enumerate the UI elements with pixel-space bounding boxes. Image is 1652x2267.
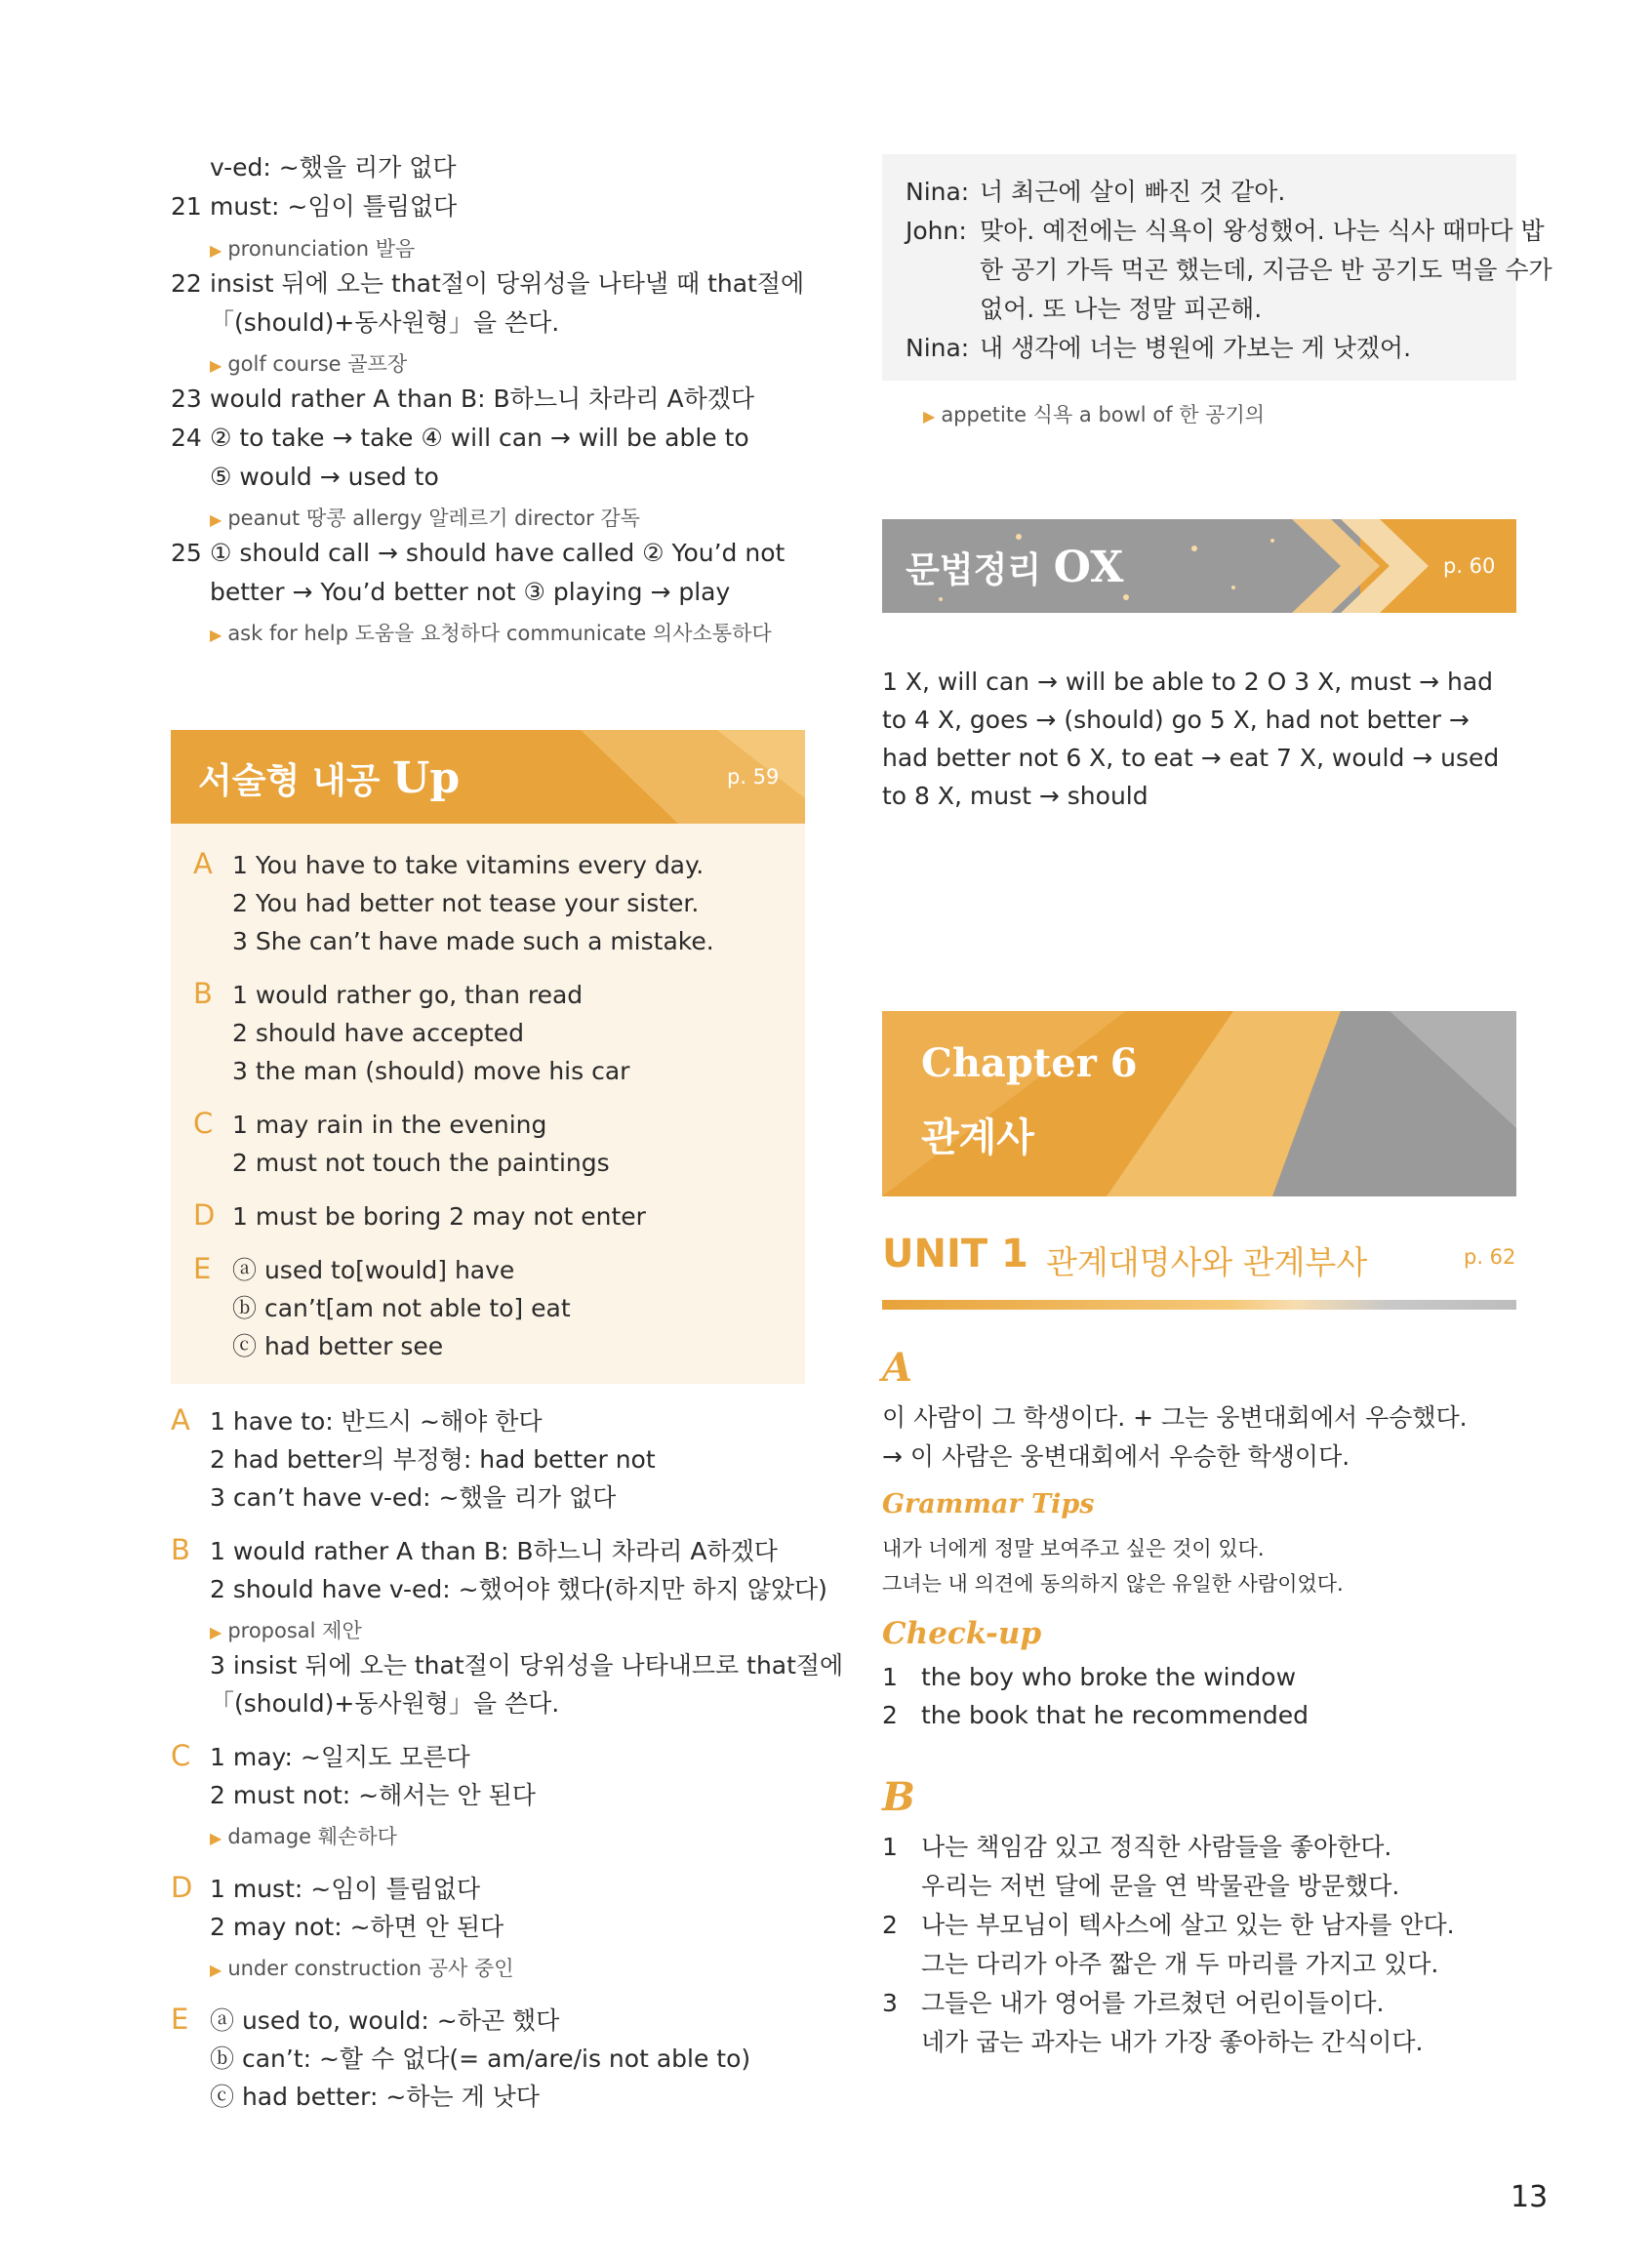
answer-line: 24 ② to take → take ④ will can → will be able to [171, 424, 749, 452]
answer-line: v-ed: ~했을 리가 없다 [210, 153, 457, 182]
explanation-line: 「(should)+동사원형」을 쓴다. [210, 1689, 560, 1718]
section-letter: A [882, 1345, 913, 1391]
explanation-line: 2 had better의 부정형: had better not [210, 1445, 656, 1474]
triangle-icon: ▶ [210, 510, 222, 529]
grammar-tips-heading: Grammar Tips [882, 1489, 1095, 1519]
section-letter: C [193, 1107, 214, 1140]
example-line: 1 나는 책임감 있고 정직한 사람들을 좋아한다. [882, 1833, 1392, 1861]
dialogue-line: Nina: 내 생각에 너는 병원에 가보는 게 낫겠어. [906, 334, 1412, 362]
page-number: 13 [1511, 2180, 1549, 2214]
answer-line: ⓐ used to[would] have [232, 1256, 515, 1284]
unit-label: UNIT 1 [882, 1232, 1028, 1276]
unit-title: 관계대명사와 관계부사 [1046, 1243, 1368, 1281]
tip-line: 그녀는 내 의견에 동의하지 않은 유일한 사람이었다. [882, 1572, 1344, 1596]
explanation-line: ⓑ can’t: ~할 수 없다(= am/are/is not able to) [210, 2044, 751, 2073]
dialogue-line: Nina: 너 최근에 살이 빠진 것 같아. [906, 178, 1286, 206]
explanation-line: 2 must not: ~해서는 안 된다 [210, 1781, 536, 1809]
ox-answer-line: had better not 6 X, to eat → eat 7 X, would → used [882, 744, 1500, 772]
section-letter: D [193, 1198, 216, 1232]
ox-box-header [882, 519, 1516, 613]
explanation-line: 3 can’t have v-ed: ~했을 리가 없다 [210, 1483, 617, 1512]
explanation-line: 1 must: ~임이 틀림없다 [210, 1875, 481, 1903]
explanation-line: 2 may not: ~하면 안 된다 [210, 1913, 504, 1941]
vocab-note: ▶ proposal 제안 [210, 1619, 362, 1642]
answer-line: 22 insist 뒤에 오는 that절이 당위성을 나타낼 때 that절에 [171, 269, 805, 298]
vocab-note: ▶ appetite 식욕 a bowl of 한 공기의 [923, 403, 1266, 426]
section-letter: D [171, 1871, 193, 1904]
up-box-title: 서술형 내공 Up [198, 753, 461, 803]
page-ref: p. 59 [727, 765, 780, 789]
explanation-line: ⓐ used to, would: ~하곤 했다 [210, 2006, 560, 2035]
example-line: 이 사람이 그 학생이다. + 그는 웅변대회에서 우승했다. [882, 1403, 1468, 1432]
up-box-header [171, 730, 805, 824]
chapter-subtitle: 관계사 [921, 1115, 1034, 1160]
page-ref: p. 60 [1443, 554, 1496, 578]
answer-line: 25 ① should call → should have called ② You’d not [171, 539, 786, 567]
example-line: 3 그들은 내가 영어를 가르쳤던 어린이들이다. [882, 1989, 1385, 2017]
checkup-item: 1 the boy who broke the window [882, 1663, 1297, 1691]
chapter-banner [882, 1011, 1516, 1196]
checkup-heading: Check-up [882, 1616, 1042, 1651]
example-line: 네가 굽는 과자는 내가 가장 좋아하는 간식이다. [921, 2028, 1424, 2056]
answer-line: 2 should have accepted [232, 1019, 525, 1047]
triangle-icon: ▶ [210, 1829, 222, 1847]
section-letter: B [193, 977, 213, 1010]
answer-line: 23 would rather A than B: B하느니 차라리 A하겠다 [171, 385, 755, 413]
section-letter: E [171, 2003, 189, 2036]
dialogue-line: 없어. 또 나는 정말 피곤해. [980, 295, 1263, 323]
answer-line: 「(should)+동사원형」을 쓴다. [210, 308, 560, 337]
triangle-icon: ▶ [210, 626, 222, 644]
explanation-line: 3 insist 뒤에 오는 that절이 당위성을 나타내므로 that절에 [210, 1651, 844, 1680]
section-letter: B [171, 1533, 190, 1566]
answer-line: ⓑ can’t[am not able to] eat [232, 1294, 571, 1322]
triangle-icon: ▶ [210, 1623, 222, 1641]
section-letter: A [171, 1403, 190, 1437]
dialogue-line: John: 맞아. 예전에는 식욕이 왕성했어. 나는 식사 때마다 밥 [906, 217, 1545, 245]
vocab-note: ▶ under construction 공사 중인 [210, 1957, 514, 1980]
ox-answer-line: to 8 X, must → should [882, 782, 1148, 810]
section-letter: B [882, 1774, 915, 1820]
explanation-line: 2 should have v-ed: ~했어야 했다(하지만 하지 않았다) [210, 1575, 827, 1603]
answer-line: 1 must be boring 2 may not enter [232, 1202, 646, 1231]
chapter-title: Chapter 6 [921, 1040, 1138, 1086]
page-ref: p. 62 [1464, 1245, 1516, 1269]
example-line: → 이 사람은 웅변대회에서 우승한 학생이다. [882, 1442, 1350, 1471]
triangle-icon: ▶ [210, 356, 222, 375]
checkup-item: 2 the book that he recommended [882, 1701, 1309, 1729]
answer-line: 2 You had better not tease your sister. [232, 889, 700, 917]
ox-answer-line: to 4 X, goes → (should) go 5 X, had not better → [882, 706, 1470, 734]
section-letter: E [193, 1252, 212, 1285]
answer-line: 1 You have to take vitamins every day. [232, 851, 705, 879]
answer-line: 3 the man (should) move his car [232, 1057, 630, 1085]
answer-line: 1 would rather go, than read [232, 981, 584, 1009]
unit-underline [882, 1300, 1516, 1310]
triangle-icon: ▶ [923, 407, 936, 425]
explanation-line: 1 have to: 반드시 ~해야 한다 [210, 1407, 543, 1436]
explanation-line: 1 would rather A than B: B하느니 차라리 A하겠다 [210, 1537, 778, 1565]
vocab-note: ▶ peanut 땅콩 allergy 알레르기 director 감독 [210, 506, 640, 530]
explanation-line: 1 may: ~일지도 모른다 [210, 1743, 470, 1771]
answer-line: ⓒ had better see [232, 1332, 444, 1360]
vocab-note: ▶ pronunciation 발음 [210, 237, 416, 261]
section-letter: A [193, 847, 213, 880]
answer-line: ⑤ would → used to [210, 463, 439, 491]
ox-box-title: 문법정리 OX [906, 543, 1124, 592]
example-line: 우리는 저번 달에 문을 연 박물관을 방문했다. [921, 1872, 1400, 1900]
ox-answer-line: 1 X, will can → will be able to 2 O 3 X, must → had [882, 668, 1494, 696]
explanation-line: ⓒ had better: ~하는 게 낫다 [210, 2083, 540, 2111]
answer-line: 1 may rain in the evening [232, 1111, 547, 1139]
section-letter: C [171, 1739, 191, 1772]
vocab-note: ▶ ask for help 도움을 요청하다 communicate 의사소통하다 [210, 622, 772, 645]
triangle-icon: ▶ [210, 1961, 222, 1979]
answer-line: 21 must: ~임이 틀림없다 [171, 192, 458, 221]
vocab-note: ▶ golf course 골프장 [210, 352, 408, 376]
triangle-icon: ▶ [210, 241, 222, 260]
example-line: 그는 다리가 아주 짧은 개 두 마리를 가지고 있다. [921, 1950, 1439, 1978]
answer-line: 2 must not touch the paintings [232, 1149, 610, 1177]
example-line: 2 나는 부모님이 텍사스에 살고 있는 한 남자를 안다. [882, 1911, 1455, 1939]
banner-decoration [882, 1011, 1516, 1196]
vocab-note: ▶ damage 훼손하다 [210, 1825, 397, 1848]
answer-line: 3 She can’t have made such a mistake. [232, 927, 714, 955]
dialogue-line: 한 공기 가득 먹곤 했는데, 지금은 반 공기도 먹을 수가 [980, 256, 1552, 284]
answer-line: better → You’d better not ③ playing → play [210, 578, 731, 606]
tip-line: 내가 너에게 정말 보여주고 싶은 것이 있다. [882, 1537, 1265, 1560]
